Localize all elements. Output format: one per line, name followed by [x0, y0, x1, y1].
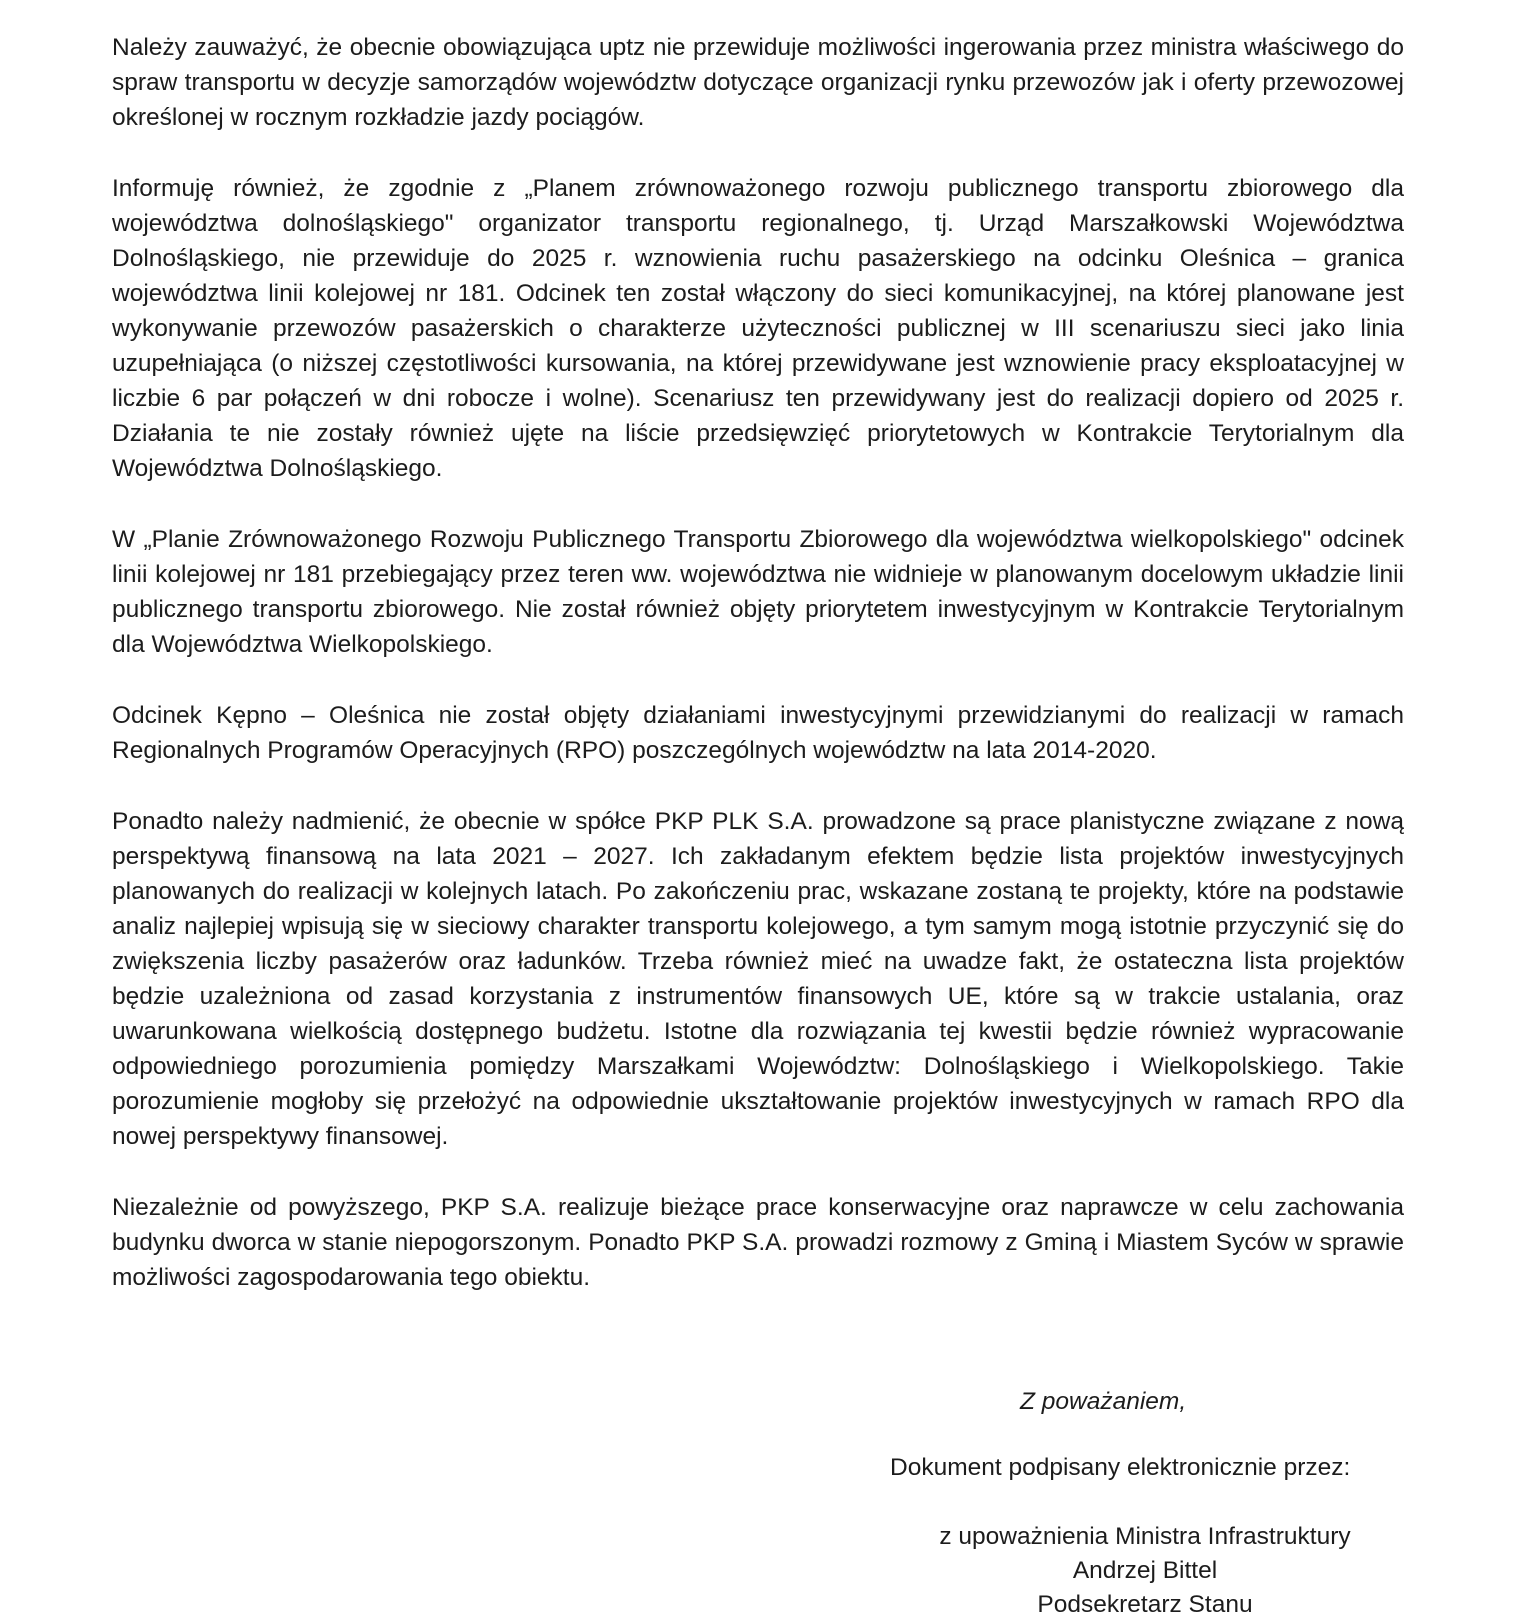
closing-salutation: Z poważaniem,	[1020, 1388, 1187, 1415]
paragraph-wielkopolskie-plan: W „Planie Zrównoważonego Rozwoju Publicznego Transportu Zbiorowego dla województwa wielkopolskiego" odcinek linii kolejowej nr 181 przebiegający przez teren ww. województwa nie widnieje w planowanym docelowym układzie linii publicznego transportu zbiorowego. Nie został również objęty priorytetem inwestycyjnym w Kontrakcie Terytorialnym dla Województwa Wielkopolskiego.	[112, 526, 1404, 658]
signatory-title: Podsekretarz Stanu	[1037, 1591, 1253, 1618]
paragraph-pkp-plk-planning: Ponadto należy nadmienić, że obecnie w spółce PKP PLK S.A. prowadzone są prace planistyczne związane z nową perspektywą finansową na lata 2021 – 2027. Ich zakładanym efektem będzie lista projektów inwestycyjnych planowanych do realizacji w kolejnych latach. Po zakończeniu prac, wskazane zostaną te projekty, które na podstawie analiz najlepiej wpisują się w sieciowy charakter transportu kolejowego, a tym samym mogą istotnie przyczynić się do zwiększenia liczby pasażerów oraz ładunków. Trzeba również mieć na uwadze fakt, że ostateczna lista projektów będzie uzależniona od zasad korzystania z instrumentów finansowych UE, które są w trakcie ustalania, oraz uwarunkowana wielkością dostępnego budżetu. Istotne dla rozwiązania tej kwestii będzie również wypracowanie odpowiedniego porozumienia pomiędzy Marszałkami Województw: Dolnośląskiego i Wielkopolskiego. Takie porozumienie mogłoby się przełożyć na odpowiednie ukształtowanie projektów inwestycyjnych w ramach RPO dla nowej perspektywy finansowej.	[112, 808, 1404, 1150]
paragraph-ministerial-authority: Należy zauważyć, że obecnie obowiązująca uptz nie przewiduje możliwości ingerowania przez ministra właściwego do spraw transportu w decyzje samorządów województw dotyczące organizacji rynku przewozów jak i oferty przewozowej określonej w rocznym rozkładzie jazdy pociągów.	[112, 34, 1404, 131]
signature-intro: Dokument podpisany elektronicznie przez:	[890, 1454, 1351, 1481]
letter-body	[112, 30, 1404, 1331]
paragraph-station-maintenance: Niezależnie od powyższego, PKP S.A. realizuje bieżące prace konserwacyjne oraz naprawcze w celu zachowania budynku dworca w stanie niepogorszonym. Ponadto PKP S.A. prowadzi rozmowy z Gminą i Miastem Syców w sprawie możliwości zagospodarowania tego obiektu.	[112, 1194, 1404, 1291]
signatory-block	[880, 1520, 1410, 1622]
paragraph-kepno-olesnica: Odcinek Kępno – Oleśnica nie został objęty działaniami inwestycyjnymi przewidzianymi do realizacji w ramach Regionalnych Programów Operacyjnych (RPO) poszczególnych województw na lata 2014-2020.	[112, 702, 1404, 764]
signatory-name: Andrzej Bittel	[1072, 1557, 1218, 1584]
paragraph-dolnoslaskie-plan: Informuję również, że zgodnie z „Planem zrównoważonego rozwoju publicznego transportu zbiorowego dla województwa dolnośląskiego" organizator transportu regionalnego, tj. Urząd Marszałkowski Województwa Dolnośląskiego, nie przewiduje do 2025 r. wznowienia ruchu pasażerskiego na odcinku Oleśnica – granica województwa linii kolejowej nr 181. Odcinek ten został włączony do sieci komunikacyjnej, na której planowane jest wykonywanie przewozów pasażerskich o charakterze użyteczności publicznej w III scenariuszu sieci jako linia uzupełniająca (o niższej częstotliwości kursowania, na której przewidywane jest wznowienie pracy eksploatacyjnej w liczbie 6 par połączeń w dni robocze i wolne). Scenariusz ten przewidywany jest do realizacji dopiero od 2025 r. Działania te nie zostały również ujęte na liście przedsięwzięć priorytetowych w Kontrakcie Terytorialnym dla Województwa Dolnośląskiego.	[112, 175, 1404, 482]
signatory-authorization: z upoważnienia Ministra Infrastruktury	[939, 1523, 1351, 1550]
